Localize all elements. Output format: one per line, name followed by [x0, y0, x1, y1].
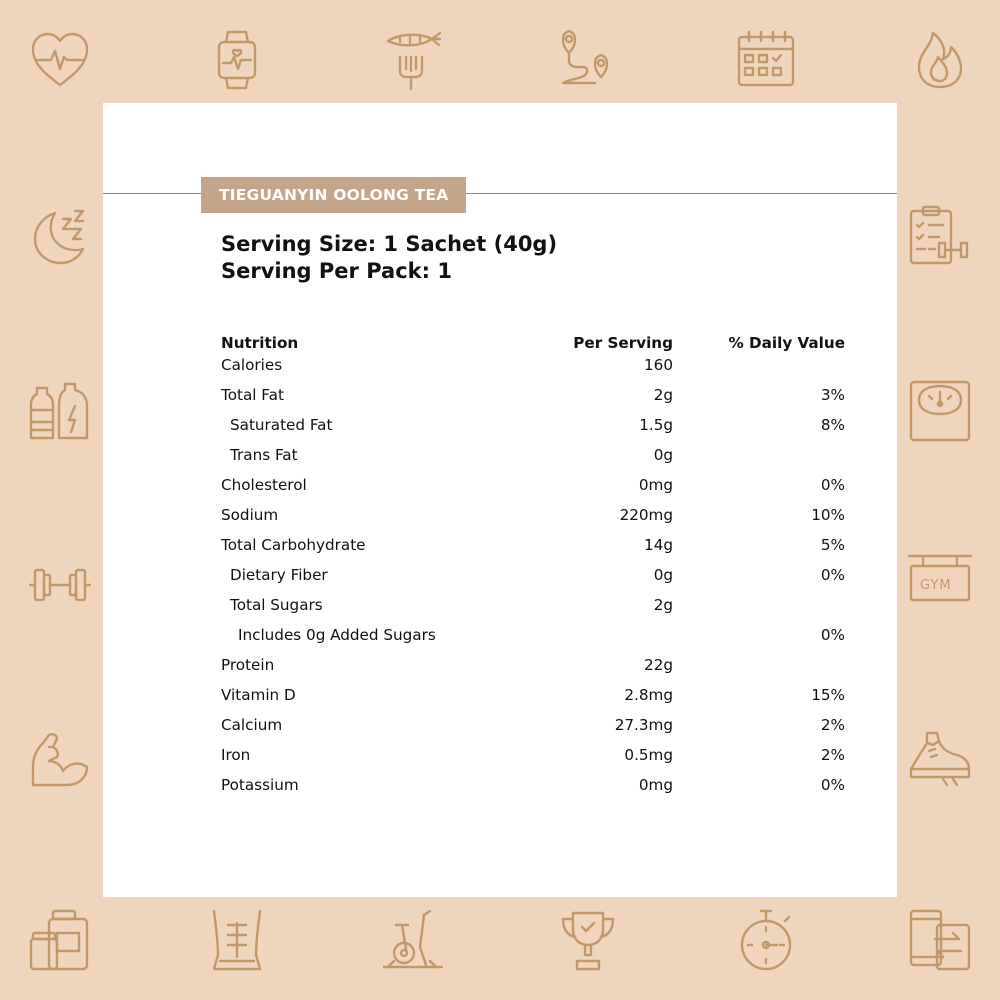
flame-icon — [907, 27, 973, 93]
gym-sign-text: GYM — [920, 578, 952, 593]
nutrient-amount: 2.8mg — [624, 686, 673, 704]
table-row — [221, 713, 845, 743]
nutrition-label-card — [103, 103, 897, 897]
nutrient-name: Dietary Fiber — [230, 566, 328, 584]
route-map-icon — [555, 27, 621, 93]
calendar-icon — [733, 27, 799, 93]
nutrient-name: Vitamin D — [221, 686, 296, 704]
carrot-fork-icon — [380, 27, 446, 93]
trophy-icon — [555, 907, 621, 973]
table-row — [221, 353, 845, 383]
nutrient-amount: 14g — [644, 536, 673, 554]
exercise-bike-icon — [380, 907, 446, 973]
nutrient-name: Trans Fat — [230, 446, 298, 464]
table-row — [221, 503, 845, 533]
nutrient-name: Iron — [221, 746, 251, 764]
table-row — [221, 683, 845, 713]
table-row — [221, 773, 845, 803]
header-per-serving: Per Serving — [573, 334, 673, 352]
nutrient-name: Total Sugars — [230, 596, 323, 614]
table-header — [221, 329, 845, 353]
nutrient-amount: 0.5mg — [624, 746, 673, 764]
serving-size: Serving Size: 1 Sachet (40g) — [221, 232, 558, 256]
dumbbell-icon — [27, 552, 93, 618]
header-nutrition: Nutrition — [221, 334, 299, 352]
table-row — [221, 383, 845, 413]
nutrient-amount: 0g — [653, 566, 673, 584]
table-row — [221, 743, 845, 773]
supplement-jars-icon — [27, 907, 93, 973]
flexed-arm-icon — [27, 727, 93, 793]
table-row — [221, 473, 845, 503]
nutrient-daily-value: 15% — [811, 686, 845, 704]
stopwatch-icon — [733, 907, 799, 973]
nutrient-amount: 0g — [653, 446, 673, 464]
smartwatch-icon — [204, 27, 270, 93]
nutrient-name: Sodium — [221, 506, 279, 524]
nutrient-name: Cholesterol — [221, 476, 307, 494]
nutrient-daily-value: 0% — [820, 776, 845, 794]
nutrient-name: Total Carbohydrate — [221, 536, 366, 554]
nutrient-daily-value: 8% — [820, 416, 845, 434]
nutrient-name: Calcium — [221, 716, 283, 734]
product-name-badge: TIEGUANYIN OOLONG TEA — [201, 177, 466, 213]
nutrient-amount: 27.3mg — [614, 716, 673, 734]
nutrient-daily-value: 0% — [820, 566, 845, 584]
nutrient-amount: 0mg — [638, 776, 673, 794]
nutrient-amount: 2g — [653, 596, 673, 614]
phone-sync-icon — [907, 907, 973, 973]
table-row — [221, 653, 845, 683]
nutrient-daily-value: 5% — [820, 536, 845, 554]
nutrient-name: Protein — [221, 656, 275, 674]
servings-per-pack: Serving Per Pack: 1 — [221, 259, 452, 283]
table-row — [221, 413, 845, 443]
table-row — [221, 533, 845, 563]
serving-info — [221, 231, 557, 285]
nutrient-daily-value: 2% — [820, 716, 845, 734]
nutrient-name: Saturated Fat — [230, 416, 333, 434]
workout-plan-icon — [907, 203, 973, 269]
nutrient-name: Potassium — [221, 776, 299, 794]
nutrient-daily-value: 2% — [820, 746, 845, 764]
nutrient-name: Total Fat — [221, 386, 284, 404]
table-row — [221, 443, 845, 473]
nutrient-daily-value: 0% — [820, 626, 845, 644]
nutrient-amount: 160 — [644, 356, 673, 374]
heartbeat-icon — [27, 27, 93, 93]
weight-scale-icon — [907, 378, 973, 444]
nutrient-amount: 1.5g — [639, 416, 673, 434]
nutrient-amount: 2g — [653, 386, 673, 404]
sleep-moon-icon — [27, 203, 93, 269]
nutrition-table — [221, 329, 845, 803]
running-shoe-icon — [907, 727, 973, 793]
nutrient-name: Includes 0g Added Sugars — [238, 626, 436, 644]
table-row — [221, 563, 845, 593]
nutrient-amount: 0mg — [638, 476, 673, 494]
header-daily-value: % Daily Value — [728, 334, 845, 352]
table-row — [221, 593, 845, 623]
nutrient-name: Calories — [221, 356, 283, 374]
water-bottles-icon — [27, 378, 93, 444]
nutrient-daily-value: 0% — [820, 476, 845, 494]
nutrient-daily-value: 10% — [811, 506, 845, 524]
nutrient-daily-value: 3% — [820, 386, 845, 404]
nutrient-amount: 220mg — [619, 506, 673, 524]
gym-sign-icon — [907, 552, 973, 618]
table-row — [221, 623, 845, 653]
abs-torso-icon — [204, 907, 270, 973]
nutrient-amount: 22g — [644, 656, 673, 674]
